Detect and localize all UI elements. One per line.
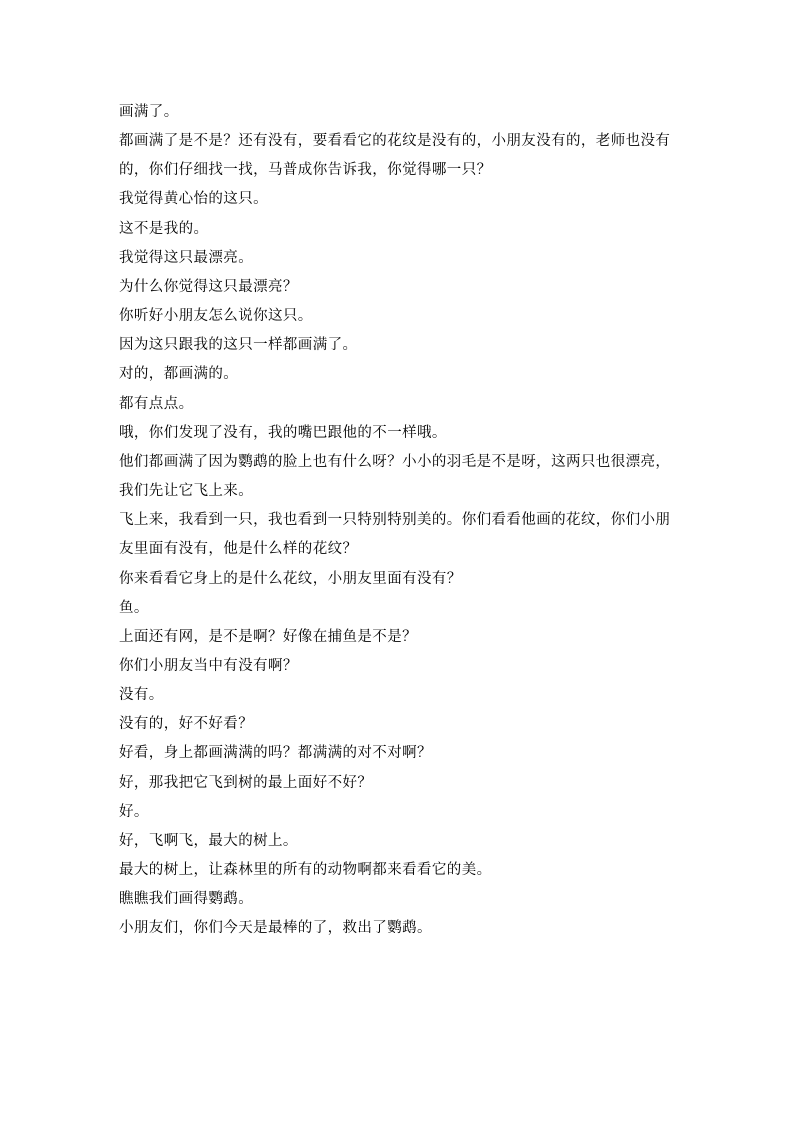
document-body [119, 98, 679, 944]
paragraph: 好看，身上都画满满的吗？都满满的对不对啊？ [119, 745, 432, 762]
paragraph: 画满了。 [119, 104, 179, 120]
paragraph: 好。 [119, 803, 149, 820]
paragraph: 都画满了是不是？还有没有，要看看它的花纹是没有的，小朋友没有的，老师也没有的，你们仔细找一找，马普成你告诉我，你觉得哪一只？ [119, 133, 671, 179]
paragraph: 最大的树上，让森林里的所有的动物啊都来看看它的美。 [119, 862, 492, 879]
paragraph: 瞧瞧我们画得鹦鹉。 [119, 891, 254, 908]
paragraph: 对的，都画满的。 [119, 366, 239, 383]
paragraph: 哦，你们发现了没有，我的嘴巴跟他的不一样哦。 [119, 424, 447, 441]
paragraph: 没有的，好不好看？ [119, 716, 254, 733]
paragraph: 鱼。 [119, 599, 149, 616]
paragraph: 为什么你觉得这只最漂亮？ [119, 278, 298, 295]
paragraph: 好，飞啊飞，最大的树上。 [119, 832, 298, 849]
paragraph: 小朋友们，你们今天是最棒的了，救出了鹦鹉。 [119, 920, 432, 937]
paragraph: 我觉得这只最漂亮。 [119, 249, 254, 266]
paragraph: 飞上来，我看到一只，我也看到一只特别特别美的。你们看看他画的花纹，你们小朋友里面有没有，他是什么样的花纹？ [119, 512, 671, 558]
paragraph: 你们小朋友当中有没有啊？ [119, 657, 298, 674]
paragraph: 你听好小朋友怎么说你这只。 [119, 308, 313, 325]
paragraph: 都有点点。 [119, 395, 194, 412]
paragraph: 因为这只跟我的这只一样都画满了。 [119, 337, 358, 354]
paragraph: 没有。 [119, 687, 164, 704]
paragraph: 你来看看它身上的是什么花纹，小朋友里面有没有？ [119, 570, 462, 587]
paragraph: 好，那我把它飞到树的最上面好不好？ [119, 774, 373, 791]
paragraph: 我觉得黄心怡的这只。 [119, 191, 268, 208]
paragraph: 上面还有网，是不是啊？好像在捕鱼是不是？ [119, 628, 417, 645]
paragraph: 他们都画满了因为鹦鹉的脸上也有什么呀？小小的羽毛是不是呀，这两只也很漂亮，我们先让它飞上来。 [119, 453, 671, 500]
paragraph: 这不是我的。 [119, 220, 209, 237]
